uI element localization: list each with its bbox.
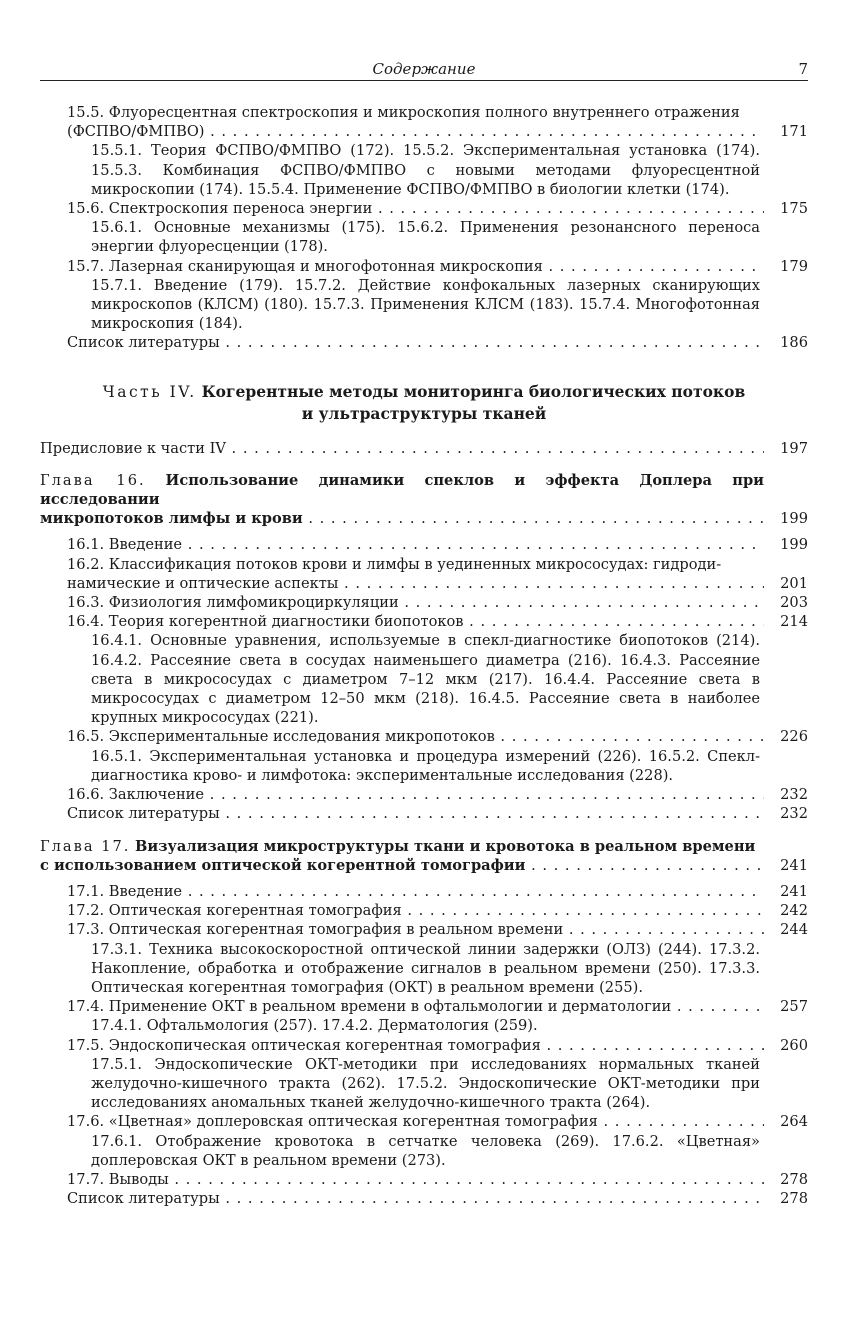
toc-entry-16-4[interactable] bbox=[40, 612, 808, 631]
toc-page-number: 242 bbox=[780, 902, 808, 920]
toc-entry-15-5[interactable] bbox=[40, 103, 808, 141]
toc-page-number: 201 bbox=[780, 574, 808, 592]
chapter-label: Глава 16. bbox=[40, 471, 146, 489]
toc-entry-16-5[interactable] bbox=[40, 727, 808, 746]
toc-entry-17-3[interactable] bbox=[40, 920, 808, 939]
toc-page-number: 214 bbox=[780, 613, 808, 631]
toc-page-number: 203 bbox=[780, 594, 808, 612]
part-heading bbox=[70, 381, 778, 425]
toc-entry-17-5[interactable] bbox=[40, 1036, 808, 1055]
toc-page-number: 260 bbox=[780, 1036, 808, 1054]
toc-page-number: 175 bbox=[780, 200, 808, 218]
toc-entry-title: 15.7. Лазерная сканирующая и многофотонная микроскопия . . . bbox=[67, 257, 764, 276]
toc-entry-title: 15.6. Спектроскопия переноса энергии . . . bbox=[67, 199, 764, 218]
running-header-title: Содержание bbox=[372, 60, 476, 78]
toc-subsections-16-4: 16.4.1. Основные уравнения, используемые в спекл-диагностике биопотоков (214). 16.4.2. Рассеяние света в сосудах наименьшего диаметра (216). 16.4.3. Рассеяние света в микрососудах с диаметром 7–12 мкм (217). 16.4.4. Рассеяние света в микрососудах с диаметром 12–50 мкм (218). 16.4.5. Рассеяние света в наиболее крупных микрососудах (221). bbox=[91, 632, 760, 727]
toc-subsections-15-7: 15.7.1. Введение (179). 15.7.2. Действие конфокальных лазерных сканирующих микроскопов (КЛСМ) (180). 15.7.3. Применения КЛСМ (183). 15.7.4. Многофотонная микроскопия (184). bbox=[91, 276, 760, 333]
toc-entry-title: Список литературы . . . bbox=[67, 804, 764, 823]
toc-entry-title: 17.3. Оптическая когерентная томография в реальном времени . . . bbox=[67, 920, 764, 939]
toc-entry-title: Список литературы . . . bbox=[67, 333, 764, 352]
toc-entry-title: 16.4. Теория когерентной диагностики биопотоков . . . bbox=[67, 612, 764, 631]
toc-page-number: 199 bbox=[780, 510, 808, 528]
toc-entry-title: Предисловие к части IV . . . bbox=[40, 439, 764, 458]
toc-entry-title: 17.2. Оптическая когерентная томография . . . bbox=[67, 901, 764, 920]
toc-subsections-15-6: 15.6.1. Основные механизмы (175). 15.6.2. Применения резонансного переноса энергии флуоресценции (178). bbox=[91, 219, 760, 256]
chapter-label: Глава 17. bbox=[40, 837, 131, 855]
toc-page-number: 232 bbox=[780, 786, 808, 804]
toc-subsections-17-6: 17.6.1. Отображение кровотока в сетчатке человека (269). 17.6.2. «Цветная» доплеровская ОКТ в реальном времени (273). bbox=[91, 1132, 760, 1169]
toc-page-number: 264 bbox=[780, 1113, 808, 1131]
toc-entry-title: 17.1. Введение . . . bbox=[67, 882, 764, 901]
toc-entry-title: 17.6. «Цветная» доплеровская оптическая когерентная томография . . . bbox=[67, 1112, 764, 1131]
toc-entry-title: 17.7. Выводы . . . bbox=[67, 1170, 764, 1189]
chapter-title-line1: Визуализация микроструктуры ткани и кровотока в реальном времени bbox=[135, 837, 756, 855]
toc-page-number: 186 bbox=[780, 334, 808, 352]
toc-entry-title: 16.5. Экспериментальные исследования микропотоков . . . bbox=[67, 727, 764, 746]
toc-entry-17-1[interactable] bbox=[40, 882, 808, 901]
toc-page-number: 179 bbox=[780, 257, 808, 275]
toc-page-number: 244 bbox=[780, 921, 808, 939]
toc-entry-preface[interactable] bbox=[40, 439, 808, 458]
toc-page-number: 232 bbox=[780, 805, 808, 823]
toc-subsections-17-4: 17.4.1. Офтальмология (257). 17.4.2. Дерматология (259). bbox=[91, 1017, 538, 1035]
toc-entry-title-cont: (ФСПВО/ФМПВО) . . . bbox=[67, 122, 764, 141]
toc-entry-title: 16.1. Введение . . . bbox=[67, 535, 764, 554]
toc-entry-16-3[interactable] bbox=[40, 593, 808, 612]
toc-entry-title: Список литературы . . . bbox=[67, 1189, 764, 1208]
toc-subsections-15-5: 15.5.1. Теория ФСПВО/ФМПВО (172). 15.5.2. Экспериментальная установка (174). 15.5.3. Комбинация ФСПВО/ФМПВО с новыми методами флуоресцентной микроскопии (174). 15.5.4. Применение ФСПВО/ФМПВО в биологии клетки (174). bbox=[91, 142, 760, 198]
toc-entry-title: 15.5. Флуоресцентная спектроскопия и микроскопия полного внутреннего отражения bbox=[67, 104, 740, 121]
toc-page-number: 171 bbox=[780, 123, 808, 141]
toc-page-number: 241 bbox=[780, 882, 808, 900]
toc-entry-title-cont: намические и оптические аспекты . . . bbox=[67, 574, 764, 593]
toc-entry-references-15[interactable] bbox=[40, 333, 808, 352]
toc-page-number: 278 bbox=[780, 1170, 808, 1188]
toc-page-number: 197 bbox=[780, 439, 808, 457]
toc-subsections-17-5: 17.5.1. Эндоскопические ОКТ-методики при исследованиях нормальных тканей желудочно-кишечного тракта (262). 17.5.2. Эндоскопические ОКТ-методики при исследованиях аномальных тканей желудочно-кишечного тракта (264). bbox=[91, 1055, 760, 1112]
toc-chapter-17[interactable] bbox=[40, 837, 808, 875]
toc-entry-15-7[interactable] bbox=[40, 257, 808, 276]
toc-page-number: 199 bbox=[780, 536, 808, 554]
toc-entry-17-4[interactable] bbox=[40, 997, 808, 1016]
toc-entry-references-17[interactable] bbox=[40, 1189, 808, 1208]
toc-page-number: 226 bbox=[780, 728, 808, 746]
toc-entry-17-6[interactable] bbox=[40, 1112, 808, 1131]
book-page bbox=[40, 0, 808, 1208]
table-of-contents bbox=[40, 103, 808, 1208]
toc-entry-references-16[interactable] bbox=[40, 804, 808, 823]
toc-entry-title: 16.3. Физиология лимфомикроциркуляции . . . bbox=[67, 593, 764, 612]
running-header bbox=[40, 58, 808, 81]
part-title-line2: и ультраструктуры тканей bbox=[301, 403, 547, 423]
toc-page-number: 278 bbox=[780, 1190, 808, 1208]
toc-entry-title: 16.2. Классификация потоков крови и лимфы в уединенных микрососудах: гидроди- bbox=[67, 555, 722, 573]
toc-entry-16-2[interactable] bbox=[40, 555, 808, 593]
toc-entry-17-7[interactable] bbox=[40, 1170, 808, 1189]
toc-page-number: 241 bbox=[780, 856, 808, 874]
toc-subsections-16-5: 16.5.1. Экспериментальная установка и процедура измерений (226). 16.5.2. Спекл-диагностика крово- и лимфотока: экспериментальные исследования (228). bbox=[91, 747, 760, 784]
page-number: 7 bbox=[798, 60, 808, 78]
toc-subsections-17-3: 17.3.1. Техника высокоскоростной оптической линии задержки (ОЛЗ) (244). 17.3.2. Накопление, обработка и отображение сигналов в реальном времени (250). 17.3.3. Оптическая когерентная томография (ОКТ) в реальном времени (255). bbox=[91, 940, 760, 996]
toc-entry-title: 16.6. Заключение . . . bbox=[67, 785, 764, 804]
toc-entry-17-2[interactable] bbox=[40, 901, 808, 920]
part-label: Часть IV. bbox=[102, 382, 197, 401]
part-title-line1: Когерентные методы мониторинга биологических потоков bbox=[201, 381, 746, 401]
chapter-title-line2: с использованием оптической когерентной томографии bbox=[40, 856, 526, 874]
toc-entry-15-6[interactable] bbox=[40, 199, 808, 218]
toc-entry-title: 17.4. Применение ОКТ в реальном времени в офтальмологии и дерматологии . . . bbox=[67, 997, 764, 1016]
toc-entry-16-6[interactable] bbox=[40, 785, 808, 804]
chapter-title-line1: Использование динамики спеклов и эффекта Доплера при исследовании bbox=[40, 471, 765, 509]
toc-entry-16-1[interactable] bbox=[40, 535, 808, 554]
toc-entry-title: 17.5. Эндоскопическая оптическая когерентная томография . . . bbox=[67, 1036, 764, 1055]
toc-chapter-16[interactable] bbox=[40, 471, 808, 529]
chapter-title-line2: микропотоков лимфы и крови bbox=[40, 510, 303, 528]
toc-page-number: 257 bbox=[780, 998, 808, 1016]
